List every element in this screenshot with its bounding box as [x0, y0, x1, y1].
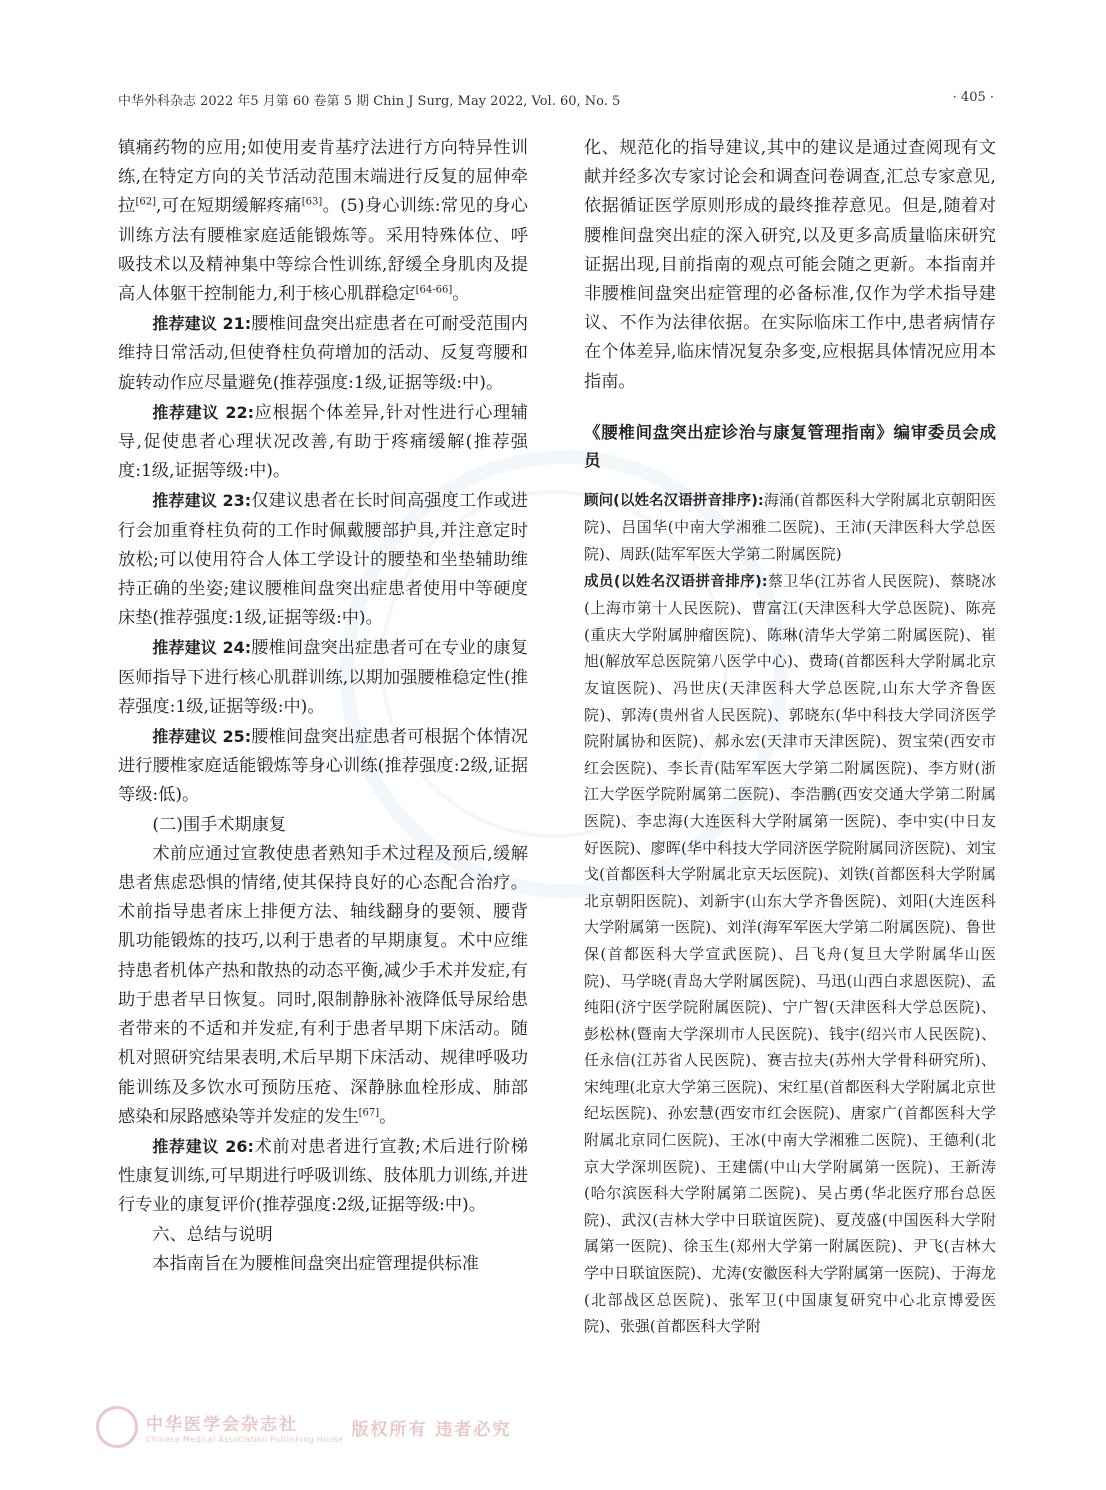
citation-ref[interactable]: [62]	[135, 196, 157, 208]
advisors-list: 顾问(以姓名汉语拼音排序):海涌(首都医科大学附属北京朝阳医院)、吕国华(中南大学湘雅二医院)、王沛(天津医科大学总医院)、周跃(陆军军医大学第二附属医院)	[584, 490, 996, 564]
advisors-label: 顾问(以姓名汉语拼音排序):	[584, 492, 764, 509]
publisher-name: 中华医学会杂志社	[146, 1415, 298, 1435]
body-paragraph: 术前应通过宣教使患者熟知手术过程及预后,缓解患者焦虑恐惧的情绪,使其保持良好的心态配合治疗。术前指导患者床上排便方法、轴线翻身的要领、腰背肌功能锻炼的技巧,以利于患者的早期康复。术中应维持患者机体产热和散热的动态平衡,减少手术并发症,有助于患者早日恢复。同时,限制静脉补液降低导尿给患者带来的不适和并发症,有利于患者早期下床活动。随机对照研究结果表明,术后早期下床活动、规律呼吸功能训练及多饮水可预防压疮、深静脉血栓形成、肺部感染和尿路感染等并发症的发生[67]。	[118, 843, 528, 1127]
recommendation-label: 推荐建议 22:	[152, 402, 254, 422]
body-paragraph: 化、规范化的指导建议,其中的建议是通过查阅现有文献并经多次专家讨论会和调查问卷调查,汇总专家意见,依据循证医学原则形成的最终推荐意见。但是,随着对腰椎间盘突出症的深入研究,以及更多高质量临床研究证据出现,目前指南的观点可能会随之更新。本指南并非腰椎间盘突出症管理的必备标准,仅作为学术指导建议、不作为法律依据。在实际临床工作中,患者病情存在个体差异,临床情况复杂多变,应根据具体情况应用本指南。	[584, 138, 996, 392]
recommendation-23: 推荐建议 23:仅建议患者在长时间高强度工作或进行会加重脊柱负荷的工作时佩戴腰部护具,并注意定时放松;可以使用符合人体工学设计的腰垫和坐垫辅助维持正确的坐姿;建议腰椎间盘突出症患者使用中等硬度床垫(推荐强度:1级,证据等级:中)。	[118, 491, 528, 629]
journal-citation: 中华外科杂志 2022 年5 月第 60 卷第 5 期 Chin J Surg, May 2022, Vol. 60, No. 5	[118, 94, 621, 109]
right-column	[584, 134, 996, 1340]
body-paragraph: 本指南旨在为腰椎间盘突出症管理提供标准	[152, 1253, 479, 1274]
section-heading: 六、总结与说明	[152, 1224, 273, 1245]
publisher-name-en: Chinese Medical Association Publishing House	[146, 1435, 344, 1444]
recommendation-label: 推荐建议 23:	[152, 491, 252, 511]
recommendation-label: 推荐建议 24:	[152, 638, 252, 658]
members-label: 成员(以姓名汉语拼音排序):	[584, 573, 768, 590]
committee-title: 《腰椎间盘突出症诊治与康复管理指南》编审委员会成员	[584, 422, 996, 470]
citation-ref[interactable]: [67]	[358, 1106, 380, 1118]
committee-list	[584, 487, 996, 1340]
recommendation-24: 推荐建议 24:腰椎间盘突出症患者可在专业的康复医师指导下进行核心肌群训练,以期加强腰椎稳定性(推荐强度:1级,证据等级:中)。	[118, 638, 528, 717]
copyright-mark: 版权所有 违者必究	[351, 1419, 512, 1440]
recommendation-22: 推荐建议 22:应根据个体差异,针对性进行心理辅导,促使患者心理状况改善,有助于疼痛缓解(推荐强度:1级,证据等级:中)。	[118, 402, 528, 482]
publisher-text	[146, 1410, 344, 1444]
publisher-seal-icon	[96, 1406, 138, 1448]
left-column	[118, 134, 528, 1279]
recommendation-label: 推荐建议 25:	[152, 727, 252, 747]
page-number: · 405 ·	[952, 90, 994, 105]
recommendation-26: 推荐建议 26:术前对患者进行宣教;术后进行阶梯性康复训练,可早期进行呼吸训练、肢体肌力训练,并进行专业的康复评价(推荐强度:2级,证据等级:中)。	[118, 1136, 528, 1216]
recommendation-21: 推荐建议 21:腰椎间盘突出症患者在可耐受范围内维持日常活动,但使脊柱负荷增加的活动、反复弯腰和旋转动作应尽量避免(推荐强度:1级,证据等级:中)。	[118, 314, 528, 393]
publisher-watermark	[96, 1406, 511, 1448]
section-heading: (二)围手术期康复	[152, 814, 287, 835]
citation-ref[interactable]: [63]	[301, 196, 323, 208]
recommendation-label: 推荐建议 21:	[152, 314, 252, 334]
body-paragraph: 镇痛药物的应用;如使用麦肯基疗法进行方向特异性训练,在特定方向的关节活动范围末端进行反复的屈伸牵拉[62],可在短期缓解疼痛[63]。(5)身心训练:常见的身心训练方法有腰椎家庭适能锻炼等。采用特殊体位、呼吸技术以及精神集中等综合性训练,舒缓全身肌肉及提高人体躯干控制能力,利于核心肌群稳定[64-66]。	[118, 138, 528, 305]
running-header	[118, 90, 994, 109]
recommendation-label: 推荐建议 26:	[152, 1136, 254, 1156]
citation-ref[interactable]: [64-66]	[415, 284, 453, 296]
members-list: 成员(以姓名汉语拼音排序):蔡卫华(江苏省人民医院)、蔡晓冰(上海市第十人民医院)、曹富江(天津医科大学总医院)、陈亮(重庆大学附属肿瘤医院)、陈琳(清华大学第二附属医院)、崔旭(解放军总医院第八医学中心)、费琦(首都医科大学附属北京友谊医院)、冯世庆(天津医科大学总医院,山东大学齐鲁医院)、郭涛(贵州省人民医院)、郭晓东(华中科技大学同济医学院附属协和医院)、郝永宏(天津市天津医院)、贺宝荣(西安市红会医院)、李长青(陆军军医大学第二附属医院)、李方财(浙江大学医学院附属第二医院)、李浩鹏(西安交通大学第二附属医院)、李忠海(大连医科大学附属第一医院)、李中实(中日友好医院)、廖晖(华中科技大学同济医学院附属同济医院)、刘宝戈(首都医科大学附属北京天坛医院)、刘铁(首都医科大学附属北京朝阳医院)、刘新宇(山东大学齐鲁医院)、刘阳(大连医科大学附属第一医院)、刘洋(海军军医大学第二附属医院)、鲁世保(首都医科大学宣武医院)、吕飞舟(复旦大学附属华山医院)、马学晓(青岛大学附属医院)、马迅(山西白求恩医院)、孟纯阳(济宁医学院附属医院)、宁广智(天津医科大学总医院)、彭松林(暨南大学深圳市人民医院)、钱宇(绍兴市人民医院)、任永信(江苏省人民医院)、赛吉拉夫(苏州大学骨科研究所)、宋纯理(北京大学第三医院)、宋红星(首都医科大学附属北京世纪坛医院)、孙宏慧(西安市红会医院)、唐家广(首都医科大学附属北京同仁医院)、王冰(中南大学湘雅二医院)、王德利(北京大学深圳医院)、王建儒(中山大学附属第一医院)、王新涛(哈尔滨医科大学附属第二医院)、吴占勇(华北医疗邢台总医院)、武汉(吉林大学中日联谊医院)、夏茂盛(中国医科大学附属第一医院)、徐玉生(郑州大学第一附属医院)、尹飞(吉林大学中日联谊医院)、尤涛(安徽医科大学附属第一医院)、于海龙(北部战区总医院)、张军卫(中国康复研究中心北京博爱医院)、张强(首都医科大学附	[584, 571, 996, 1336]
recommendation-25: 推荐建议 25:腰椎间盘突出症患者可根据个体情况进行腰椎家庭适能锻炼等身心训练(推荐强度:2级,证据等级:低)。	[118, 727, 528, 806]
